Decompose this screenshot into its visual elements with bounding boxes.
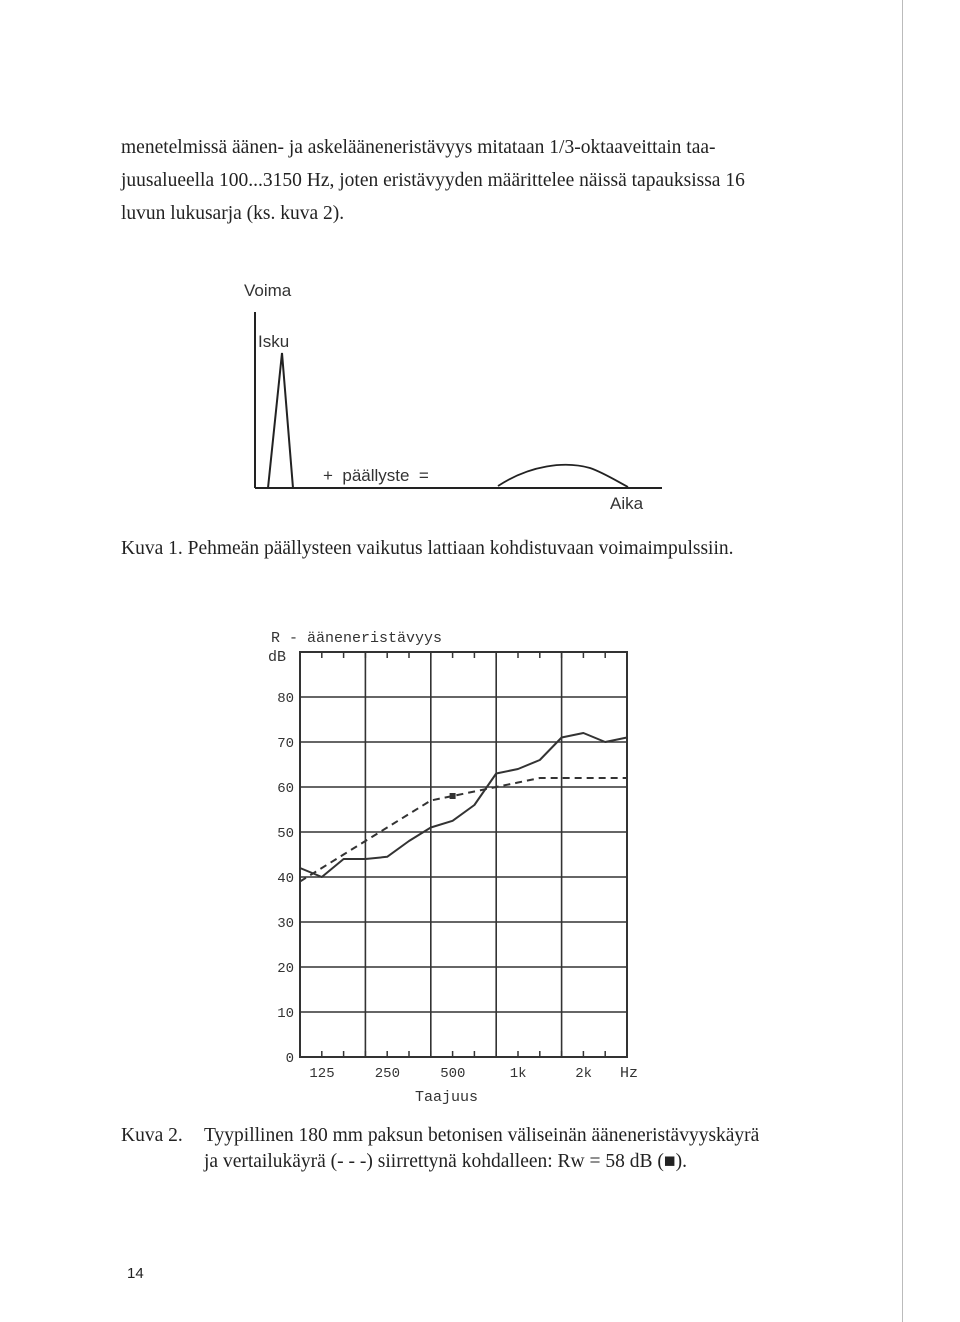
insulation-curve: [300, 733, 627, 877]
chart-x-ticks: [309, 1066, 592, 1082]
fig2-caption-line-1: Tyypillinen 180 mm paksun betonisen väliseinän ääneneristävyyskäyrä: [204, 1125, 760, 1146]
y-tick-label: 10: [277, 1006, 294, 1022]
page-number: 14: [127, 1265, 144, 1282]
y-tick-label: 50: [277, 826, 294, 842]
y-tick-label: 0: [285, 1051, 294, 1067]
fig1-covering-label: + päällyste =: [323, 466, 429, 485]
x-tick-label: 250: [374, 1066, 401, 1082]
x-tick-label: 500: [440, 1066, 466, 1082]
fig1-x-label: Aika: [610, 494, 644, 513]
x-tick-label: 1k: [509, 1066, 527, 1082]
fig1-impulse-label: Isku: [258, 332, 290, 351]
reference-curve: [300, 778, 627, 882]
figure-1-caption: Kuva 1. Pehmeän päällysteen vaikutus lattiaan kohdistuvaan voimaimpulssiin.: [121, 538, 734, 559]
chart-frame: [300, 652, 627, 1057]
chart-x-unit: Hz: [620, 1065, 639, 1082]
fig1-impulse-peak: [268, 353, 293, 488]
chart-x-label: Taajuus: [415, 1089, 479, 1106]
fig2-caption-line-2: ja vertailukäyrä (- - -) siirrettynä kohdalleen: Rw = 58 dB (■).: [204, 1151, 688, 1172]
fig1-damped-pulse: [498, 465, 628, 487]
y-tick-label: 80: [277, 691, 294, 707]
body-paragraph: [121, 131, 801, 230]
y-tick-label: 40: [277, 871, 294, 887]
x-tick-label: 125: [309, 1066, 335, 1082]
chart-grid: [300, 652, 627, 1057]
y-tick-label: 30: [277, 916, 294, 932]
y-tick-label: 60: [277, 781, 294, 797]
fig2-caption-label: Kuva 2.: [121, 1125, 183, 1146]
figure-2-insulation-chart: [255, 620, 655, 1110]
y-tick-label: 20: [277, 961, 294, 977]
fig1-y-label: Voima: [244, 281, 292, 300]
chart-title: R - ääneneristävyys: [271, 630, 443, 647]
chart-y-label: dB: [268, 649, 287, 666]
rw-marker: [450, 793, 456, 799]
figure-1-impulse-sketch: [230, 275, 700, 525]
body-line-1: menetelmissä äänen- ja askelääneneristävyys mitataan 1/3-oktaaveittain taa-: [121, 137, 716, 158]
body-line-3: luvun lukusarja (ks. kuva 2).: [121, 203, 345, 224]
chart-series: [300, 733, 627, 882]
scan-margin-line: [902, 0, 903, 1322]
x-tick-label: 2k: [575, 1066, 593, 1082]
body-line-2: juusalueella 100...3150 Hz, joten eristävyyden määrittelee näissä tapauksissa 16: [121, 170, 745, 191]
chart-y-ticks: [277, 691, 294, 1067]
figure-2-caption: [121, 1123, 759, 1175]
y-tick-label: 70: [277, 736, 294, 752]
